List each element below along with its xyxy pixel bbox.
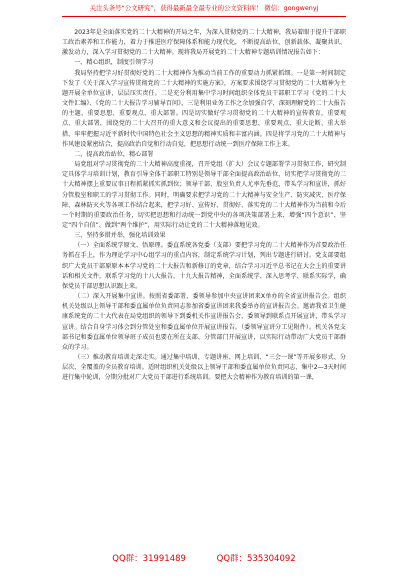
section-heading-2: 二、提高政治站位，精心部署 [74,150,154,158]
promo-banner: 关注头条号“公文研究”，获得最新最全最专业的公文资料库！ 微信：gongwenyj [89,4,319,12]
body-paragraph: （一）全面系统学原文、悟原理。委直系统各党委（支部）要把学习党的二十大精神作为首要政治任务抓在手上，作为理论学习中心组学习的重点内容，制定系统学习计划，列出专题进行研讨。党支部要组织广大党员干部原原本本学习党的二十大报告和新修订的党章，结合学习习近平总书记在大会上的重要讲话和相关文件，联系学习党的十八大报告、十九大报告精神，全面系统学、深入思考学、联系实际学，确保党员干部思想认识跟上来。 [62,242,346,290]
document-body [62,28,346,383]
section-heading-3: 三、坚持多措并举，强化培训效果 [74,232,166,240]
footer-contacts [62,553,346,565]
intro-paragraph: 2023年是全面落实党的二十大精神的开局之年，为深入贯彻党的二十大精神，我局着眼于提升干部职工政治素养和工作能力，着力于推进医疗保障体系和能力现代化，不断提高站位、创新载体、凝聚共识、激发动力，深入学习贯彻党的二十大精神。现将我局开展党的二十大精神专题培训情况报告如下： [62,29,346,57]
body-paragraph: 我局坚持把学习好贯彻好党的二十大精神作为推动当前工作的重要动力抓紧抓细。一是第一时间制定下发了《关于深入学习宣传贯彻党的二十大精神的实施方案》，方案要求围绕学习贯彻党的二十大精神为主题开展全单位宣讲，层层压实责任。二是充分利用集中学习时间组织全体党员干部职工学习《党的二十大文件汇编》、《党的二十大报告学习辅导百问》，三是利用业务工作之余加强自学，深刻理解党的二十大报告的主题、重要思想、重要观点、重大部署。四是切实做好学习贯彻党的二十大精神的宣传教育，重要观点、重大部署，围绕党的二十大召开的重大意义和会议提出的重要思想、重要观点、重大论断、重大举措，牢牢把握习近平新时代中国特色社会主义思想的精神实质和丰富内涵。四是将学习党的二十大精神与作风建设紧密结合，提高政治自觉和行动自觉，把思想行动统一到医疗保障工作上来。 [62,69,346,148]
qq-group-2: QQ群：535304092 [216,554,296,564]
section-heading-1: 一、精心组织，制度引领学习 [74,59,154,67]
body-paragraph: （三）推动教育培训走深走实。通过集中培训、专题讲座、网上培训、“三会一课”等开展多形式、分层次、全覆盖的全员教育培训。适时组织机关处级以上领导干部和委直属单位负责同志，集中2—3天时间进行集中轮训，分期分批对广大党员干部进行系统培训。要把大会精神作为教育培训的第一课， [62,354,346,382]
body-paragraph: 局党组对学习贯彻党的二十大精神高度重视，召开党组（扩大）会议专题部署学习贯彻工作，研究制定具体学习培训计划，教育引导全体干部职工特别是领导干部全面提高政治站位，切实把学习贯彻党的二十大精神摆上重要议事日程抓紧抓实抓到位；领导干部、股室负责人尤率先垂范、带头学习和宣讲，抓好分管股室和职工的学习贯彻工作。同时，明确要求把学习党的二十大精神与安全生产、防灾减灾、医疗保障、森林防灭火等各项工作结合起来，把学习好、宣传好、贯彻好、落实党的二十大精神作为当前和今后一个时期的重要政治任务，切实把思想和行动统一到党中央的各项决策部署上来，增强“四个意识”、坚定“四个自信”、做到“两个维护”，用实际行动让党的二十大精神落地见效。 [62,161,346,229]
header-divider [62,16,346,17]
body-paragraph: （二）深入开展集中宣讲。按照省委部署，委领导参加中央宣讲团来X单办的全省宣讲报告会。组织机关处级以上领导干部和委直属单位负责同志参加省委宣讲团来我委举办的宣讲报告会。邀请我省卫生健康系统党的二十大代表在局党组织的领导下到委机关作宣讲报告会，委领导到联系点开展宣讲，带头学习宣讲。结合自身学习体会到分管处室和委直属单位开展宣讲报告。（委领导宣讲分工见附件）。机关各党支部书记和委直属单位领导班子成员也要在所在支部、分管部门开展宣讲，以实际行动带动广大党员干部群众的学习。 [62,293,346,351]
qq-group-1: QQ群：31991489 [112,554,186,564]
